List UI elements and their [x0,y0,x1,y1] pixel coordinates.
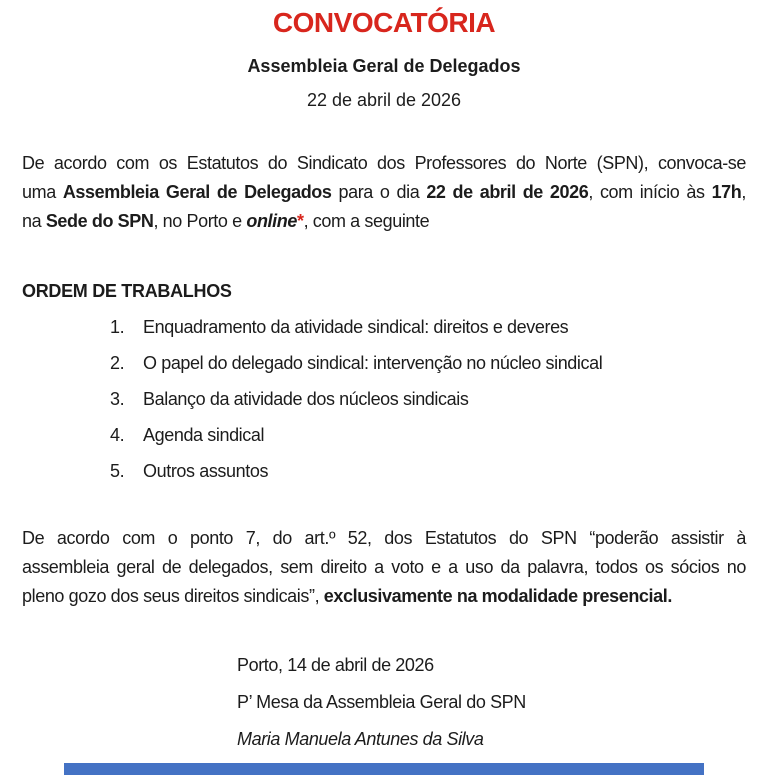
meeting-date: 22 de abril de 2026 [306,90,462,110]
text-segment: , no Porto e [153,211,247,231]
list-item-text: Agenda sindical [143,425,265,445]
list-item-text: Enquadramento da atividade sindical: direitos e deveres [143,317,569,337]
text-line [22,178,746,207]
text-segment: , [741,182,746,202]
list-item-number: 4. [110,425,125,445]
footer-color-bar [64,763,704,775]
text-segment: online [246,211,297,231]
text-segment: exclusivamente na modalidade presencial. [323,586,672,606]
text-segment: Sede do SPN [45,211,154,231]
list-item-number: 2. [110,353,125,373]
list-item-number: 5. [110,461,125,481]
text-line [22,524,746,553]
note-paragraph [22,524,746,611]
text-segment: De acordo com o ponto 7, do art.º 52, dos Estatutos do SPN “poderão assistir à [22,528,746,548]
document-subtitle: Assembleia Geral de Delegados [247,56,521,76]
list-item-text: Outros assuntos [143,461,269,481]
text-line [22,582,746,611]
agenda-list [0,309,768,489]
agenda-list-item [0,345,768,381]
text-segment: * [296,211,304,231]
text-segment: 17h [711,182,742,202]
list-item-text: O papel do delegado sindical: intervenção no núcleo sindical [143,353,603,373]
intro-paragraph [22,149,746,236]
list-item-text: Balanço da atividade dos núcleos sindicais [143,389,469,409]
agenda-list-item [0,381,768,417]
agenda-list-item [0,453,768,489]
agenda-list-item [0,417,768,453]
mesa-line: P’ Mesa da Assembleia Geral do SPN [237,692,526,712]
text-segment: na [22,211,46,231]
signature-line: Maria Manuela Antunes da Silva [237,729,484,749]
document-title: CONVOCATÓRIA [272,7,496,38]
agenda-heading: ORDEM DE TRABALHOS [22,281,232,301]
text-line [22,207,746,236]
agenda-list-item [0,309,768,345]
text-line [22,149,746,178]
text-segment: uma [22,182,63,202]
text-segment: De acordo com os Estatutos do Sindicato dos Professores do Norte (SPN), convoca-se [22,153,746,173]
text-segment: pleno gozo dos seus direitos sindicais”, [22,586,324,606]
closing-block [237,647,768,758]
text-line [22,553,746,582]
text-segment: assembleia geral de delegados, sem direito a voto e a uso da palavra, todos os sócios no [22,557,746,577]
text-segment: Assembleia Geral de Delegados [62,182,332,202]
text-segment: 22 de abril de 2026 [426,182,589,202]
list-item-number: 3. [110,389,125,409]
list-item-number: 1. [110,317,125,337]
text-segment: para o dia [331,182,427,202]
text-segment: , com a seguinte [303,211,430,231]
text-segment: , com início às [588,182,712,202]
place-date-line: Porto, 14 de abril de 2026 [237,655,434,675]
